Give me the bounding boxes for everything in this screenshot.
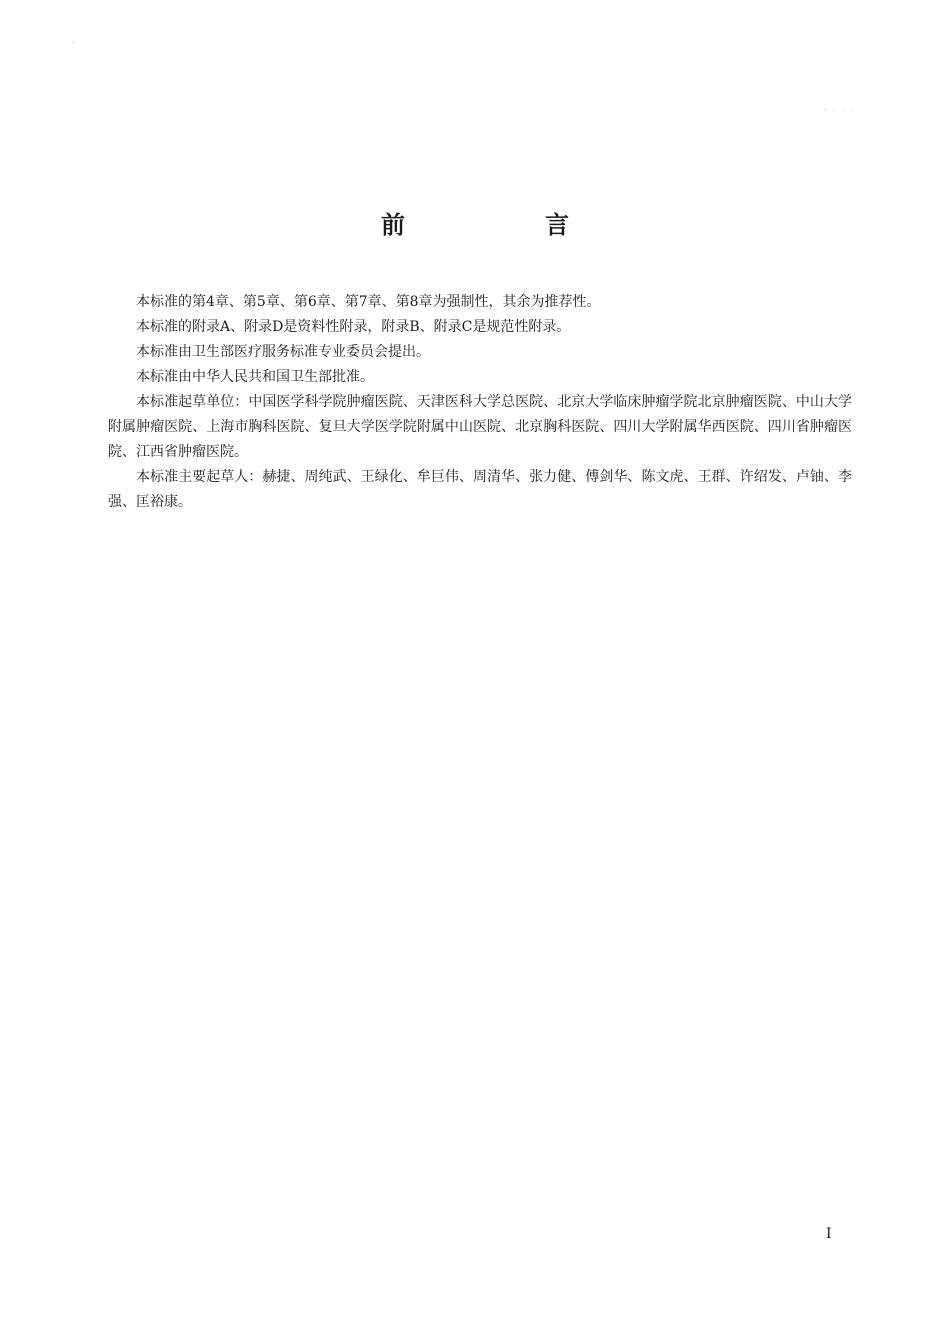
paragraph-drafting-units: 本标准起草单位：中国医学科学院肿瘤医院、天津医科大学总医院、北京大学临床肿瘤学院北京肿瘤医院、中山大学附属肿瘤医院、上海市胸科医院、复旦大学医学院附属中山医院、北京胸科医院、四川大学附属华西医院、四川省肿瘤医院、江西省肿瘤医院。 [108,394,852,460]
paragraph-appendices: 本标准的附录A、附录D是资料性附录，附录B、附录C是规范性附录。 [136,319,571,335]
page-number: I [826,1226,832,1242]
paragraph-mandatory-clauses: 本标准的第4章、第5章、第6章、第7章、第8章为强制性，其余为推荐性。 [136,294,601,310]
page-title: 前 言 [381,211,627,239]
paragraph-proposed-by: 本标准由卫生部医疗服务标准专业委员会提出。 [136,344,430,360]
scan-speck-top-left: · [72,38,77,47]
paragraph-approved-by: 本标准由中华人民共和国卫生部批准。 [136,369,374,385]
preface-body [108,290,852,515]
scan-speck-top-right: · · · · [824,106,856,115]
paragraph-drafters: 本标准主要起草人：赫捷、周纯武、王绿化、牟巨伟、周清华、张力健、傅剑华、陈文虎、王群、许绍发、卢铀、李强、匡裕康。 [108,469,852,510]
